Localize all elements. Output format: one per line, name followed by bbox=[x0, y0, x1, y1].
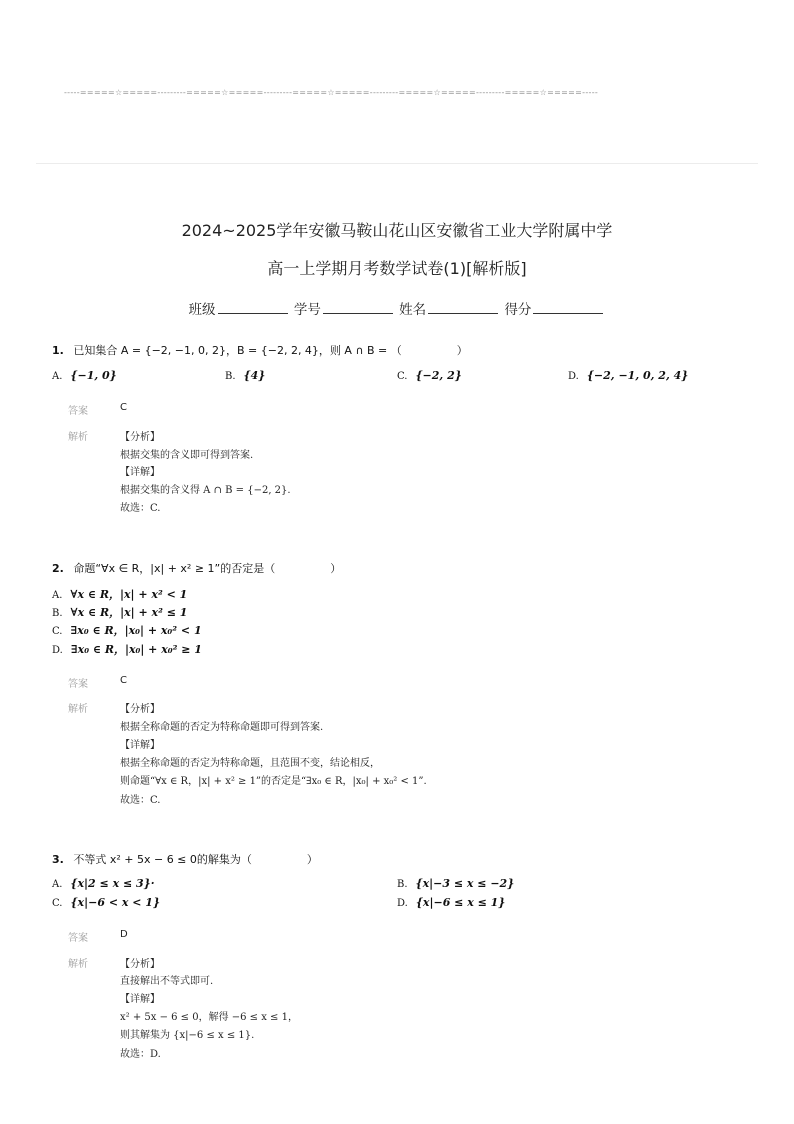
question-2-analysis-line: 故选：C. bbox=[120, 795, 161, 806]
info-id-label: 学号 bbox=[293, 302, 321, 318]
question-2-analysis-line: 【详解】 bbox=[120, 740, 160, 751]
question-1-analysis-line: 根据交集的含义即可得到答案. bbox=[120, 450, 254, 461]
question-3-answer-label: 答案 bbox=[68, 933, 88, 944]
question-1-option-a: A. {−1, 0} bbox=[52, 369, 117, 382]
question-1-answer-label: 答案 bbox=[68, 406, 88, 417]
question-1-analysis-line: 故选：C. bbox=[120, 503, 161, 514]
info-score-blank[interactable] bbox=[533, 301, 603, 314]
question-3-analysis-line: 故选：D. bbox=[120, 1049, 161, 1060]
question-1-analysis-label: 解析 bbox=[68, 432, 88, 443]
info-class-blank[interactable] bbox=[218, 301, 288, 314]
question-3-option-a: A. {x|2 ≤ x ≤ 3}· bbox=[52, 877, 155, 890]
question-2-answer-label: 答案 bbox=[68, 679, 88, 690]
header-divider bbox=[36, 163, 758, 164]
question-2-option-a: A. ∀x ∈ R，|x| + x² < 1 bbox=[52, 588, 188, 601]
question-3-analysis-line: 直接解出不等式即可. bbox=[120, 976, 214, 987]
info-name-blank[interactable] bbox=[428, 301, 498, 314]
question-3-option-c: C. {x|−6 < x < 1} bbox=[52, 896, 161, 909]
question-3-analysis-line: 则其解集为 {x|−6 ≤ x ≤ 1}. bbox=[120, 1030, 255, 1041]
question-1-answer: C bbox=[120, 402, 127, 413]
question-1-option-b: B. {4} bbox=[225, 369, 266, 382]
question-3-option-d: D. {x|−6 ≤ x ≤ 1} bbox=[397, 896, 506, 909]
question-3-stem: 3. 不等式 x² + 5x − 6 ≤ 0的解集为（ ） bbox=[52, 853, 318, 866]
question-2-option-c: C. ∃x₀ ∈ R，|x₀| + x₀² < 1 bbox=[52, 624, 202, 637]
info-class-label: 班级 bbox=[188, 302, 216, 318]
info-score-label: 得分 bbox=[504, 302, 532, 318]
info-id-blank[interactable] bbox=[323, 301, 393, 314]
question-2-analysis-line: 【分析】 bbox=[120, 704, 160, 715]
question-2-analysis-label: 解析 bbox=[68, 704, 88, 715]
question-2-analysis-line: 根据全称命题的否定为特称命题即可得到答案. bbox=[120, 722, 324, 733]
student-info-row bbox=[0, 298, 794, 318]
question-3-analysis-line: 【分析】 bbox=[120, 959, 160, 970]
question-1-analysis-line: 根据交集的含义得 A ∩ B = {−2, 2}. bbox=[120, 485, 291, 496]
header-decoration: -----=====☆=====---------=====☆=====---------=====☆=====---------=====☆=====---------=====☆=====----- bbox=[64, 88, 599, 97]
question-3-analysis-label: 解析 bbox=[68, 959, 88, 970]
question-1-option-d: D. {−2, −1, 0, 2, 4} bbox=[568, 369, 689, 382]
info-name-label: 姓名 bbox=[399, 302, 427, 318]
question-1-stem: 1. 已知集合 A = {−2, −1, 0, 2}，B = {−2, 2, 4}，则 A ∩ B = （ ） bbox=[52, 344, 468, 357]
question-2-analysis-line: 根据全称命题的否定为特称命题，且范围不变，结论相反， bbox=[120, 758, 380, 769]
question-3-answer: D bbox=[120, 929, 128, 940]
question-1-analysis-line: 【详解】 bbox=[120, 467, 160, 478]
question-1-analysis-line: 【分析】 bbox=[120, 432, 160, 443]
question-2-stem: 2. 命题“∀x ∈ R，|x| + x² ≥ 1”的否定是（ ） bbox=[52, 562, 342, 575]
question-3-option-b: B. {x|−3 ≤ x ≤ −2} bbox=[397, 877, 515, 890]
question-2-answer: C bbox=[120, 675, 127, 686]
question-2-analysis-line: 则命题“∀x ∈ R，|x| + x² ≥ 1”的否定是“∃x₀ ∈ R，|x₀| + x₀² < 1”. bbox=[120, 776, 427, 787]
question-3-analysis-line: x² + 5x − 6 ≤ 0，解得 −6 ≤ x ≤ 1， bbox=[120, 1012, 298, 1023]
question-2-option-b: B. ∀x ∈ R，|x| + x² ≤ 1 bbox=[52, 606, 188, 619]
question-1-option-c: C. {−2, 2} bbox=[397, 369, 462, 382]
question-3-analysis-line: 【详解】 bbox=[120, 994, 160, 1005]
exam-title-line1: 2024~2025学年安徽马鞍山花山区安徽省工业大学附属中学 bbox=[181, 221, 613, 240]
exam-title-line2: 高一上学期月考数学试卷(1)[解析版] bbox=[267, 259, 527, 278]
question-2-option-d: D. ∃x₀ ∈ R，|x₀| + x₀² ≥ 1 bbox=[52, 643, 202, 656]
